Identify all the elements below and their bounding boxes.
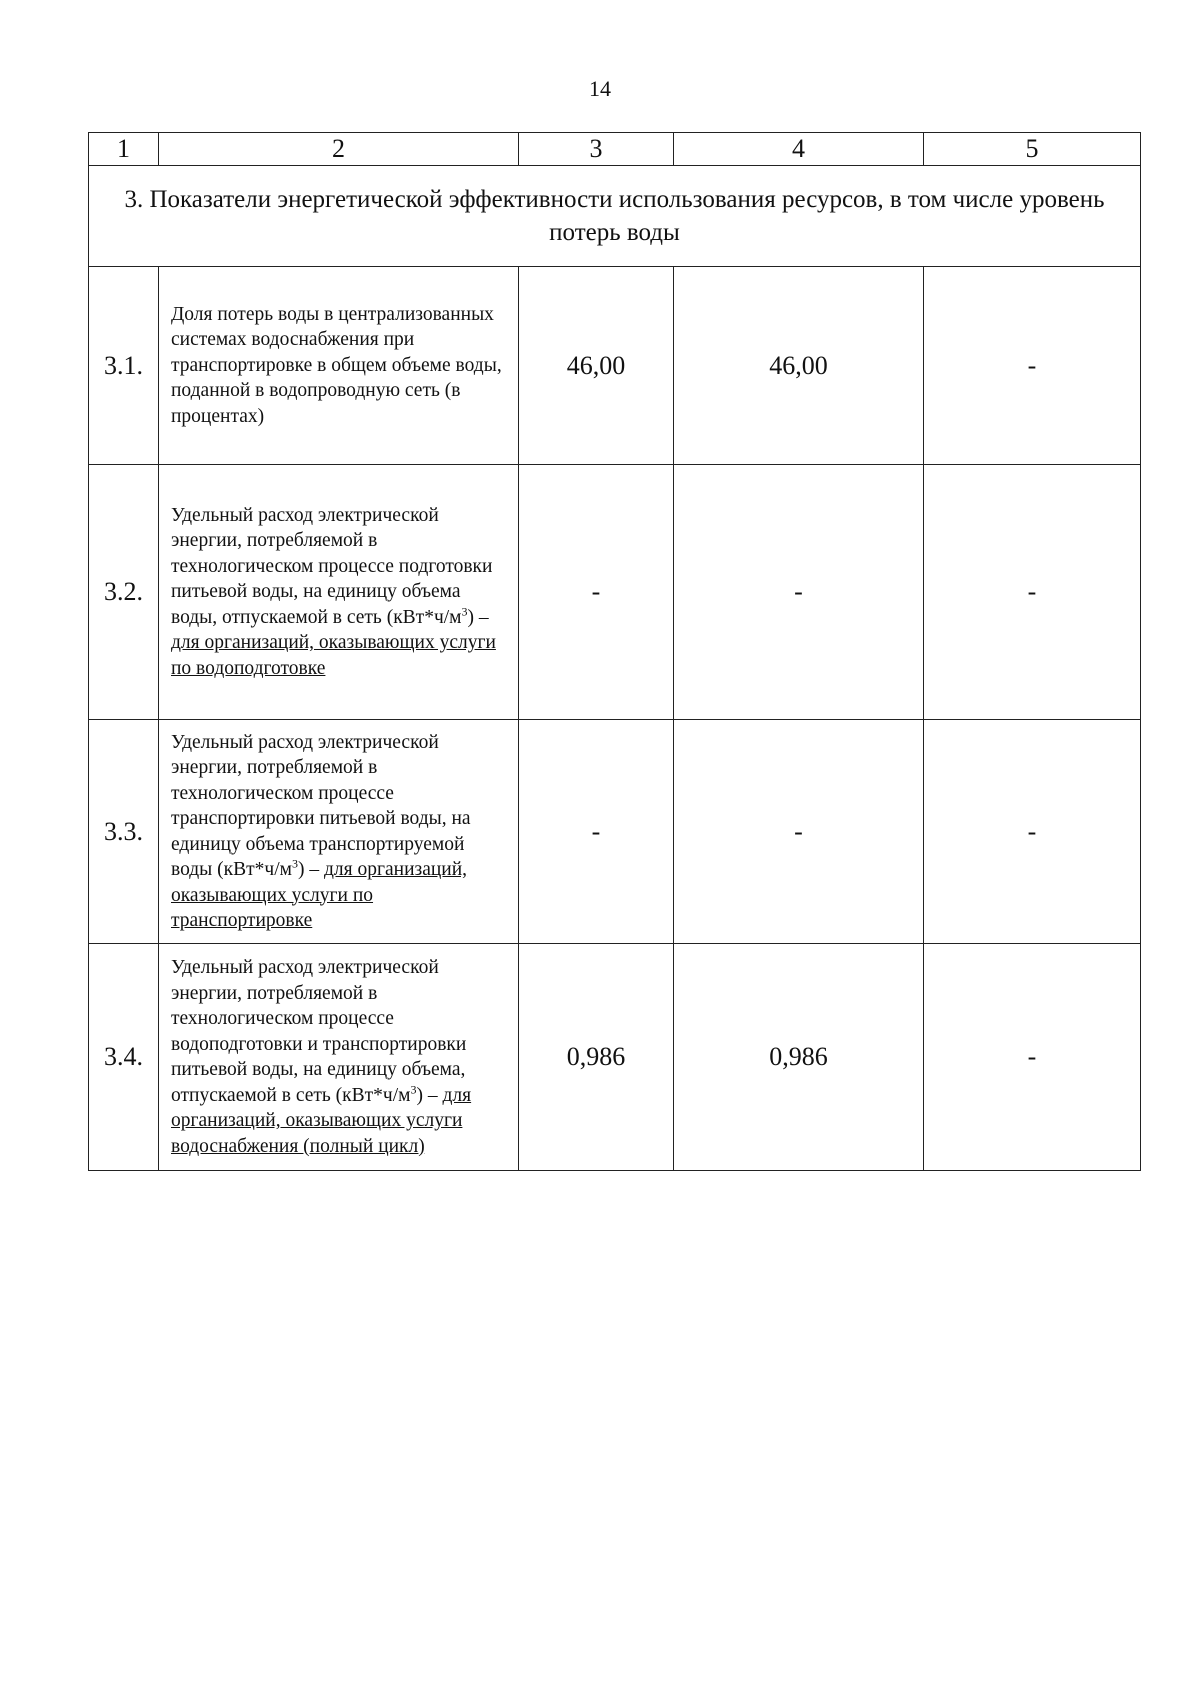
column-number-header-row xyxy=(89,133,1141,166)
table-row xyxy=(89,944,1141,1171)
indicator-description xyxy=(159,720,519,944)
organization-scope-note: для организаций, оказывающих услуги водоснабжения (полный цикл) xyxy=(171,1084,472,1157)
indicators-table xyxy=(88,132,1141,1171)
page-number: 14 xyxy=(589,76,611,101)
table-row xyxy=(89,720,1141,944)
value-col-4: - xyxy=(674,720,924,944)
description-text: Удельный расход электрической энергии, потребляемой в технологическом процессе подготовки питьевой воды, на единицу объема воды, отпускаемой в сеть xyxy=(171,504,493,628)
unit-superscript: 3 xyxy=(410,1082,417,1096)
value-col-5: - xyxy=(924,267,1141,465)
unit-text-end: ) – xyxy=(416,1084,443,1106)
value-col-4: 0,986 xyxy=(674,944,924,1171)
column-number-3: 3 xyxy=(519,133,674,166)
row-number: 3.3. xyxy=(89,720,159,944)
unit-text: (кВт*ч/м xyxy=(217,859,292,880)
section-title-row xyxy=(89,166,1141,267)
table-row xyxy=(89,465,1141,720)
unit-text: (кВт*ч/м xyxy=(386,606,462,628)
unit-text-end: ) – xyxy=(297,859,324,880)
unit-superscript: 3 xyxy=(291,856,298,871)
column-number-2: 2 xyxy=(159,133,519,166)
value-col-3: - xyxy=(519,465,674,720)
row-number: 3.4. xyxy=(89,944,159,1171)
description-text: Доля потерь воды в централизованных системах водоснабжения при транспортировке в общем объеме воды, поданной в водопроводную сеть (в процентах) xyxy=(171,303,502,427)
value-col-3: - xyxy=(519,720,674,944)
description-text: Удельный расход электрической энергии, потребляемой в технологическом процессе водоподготовки и транспортировки питьевой воды, на единицу объема, отпускаемой в сеть xyxy=(171,957,467,1106)
value-col-3: 0,986 xyxy=(519,944,674,1171)
indicator-description xyxy=(159,944,519,1171)
column-number-4: 4 xyxy=(674,133,924,166)
table-row xyxy=(89,267,1141,465)
unit-text: (кВт*ч/м xyxy=(335,1084,411,1106)
indicator-description xyxy=(159,465,519,720)
column-number-1: 1 xyxy=(89,133,159,166)
organization-scope-note: для организаций, оказывающих услуги по водоподготовке xyxy=(171,632,496,679)
value-col-3: 46,00 xyxy=(519,267,674,465)
unit-text-end: ) – xyxy=(467,606,489,628)
value-col-5: - xyxy=(924,465,1141,720)
value-col-5: - xyxy=(924,944,1141,1171)
organization-scope-note: для организаций, оказывающих услуги по транспортировке xyxy=(171,859,468,931)
row-number: 3.1. xyxy=(89,267,159,465)
value-col-4: - xyxy=(674,465,924,720)
indicator-description xyxy=(159,267,519,465)
value-col-4: 46,00 xyxy=(674,267,924,465)
section-title: 3. Показатели энергетической эффективности использования ресурсов, в том числе уровень потерь воды xyxy=(89,166,1141,267)
unit-superscript: 3 xyxy=(461,604,468,619)
description-text: Удельный расход электрической энергии, потребляемой в технологическом процессе транспортировки питьевой воды, на единицу объема транспортируемой воды xyxy=(171,731,471,880)
row-number: 3.2. xyxy=(89,465,159,720)
column-number-5: 5 xyxy=(924,133,1141,166)
value-col-5: - xyxy=(924,720,1141,944)
